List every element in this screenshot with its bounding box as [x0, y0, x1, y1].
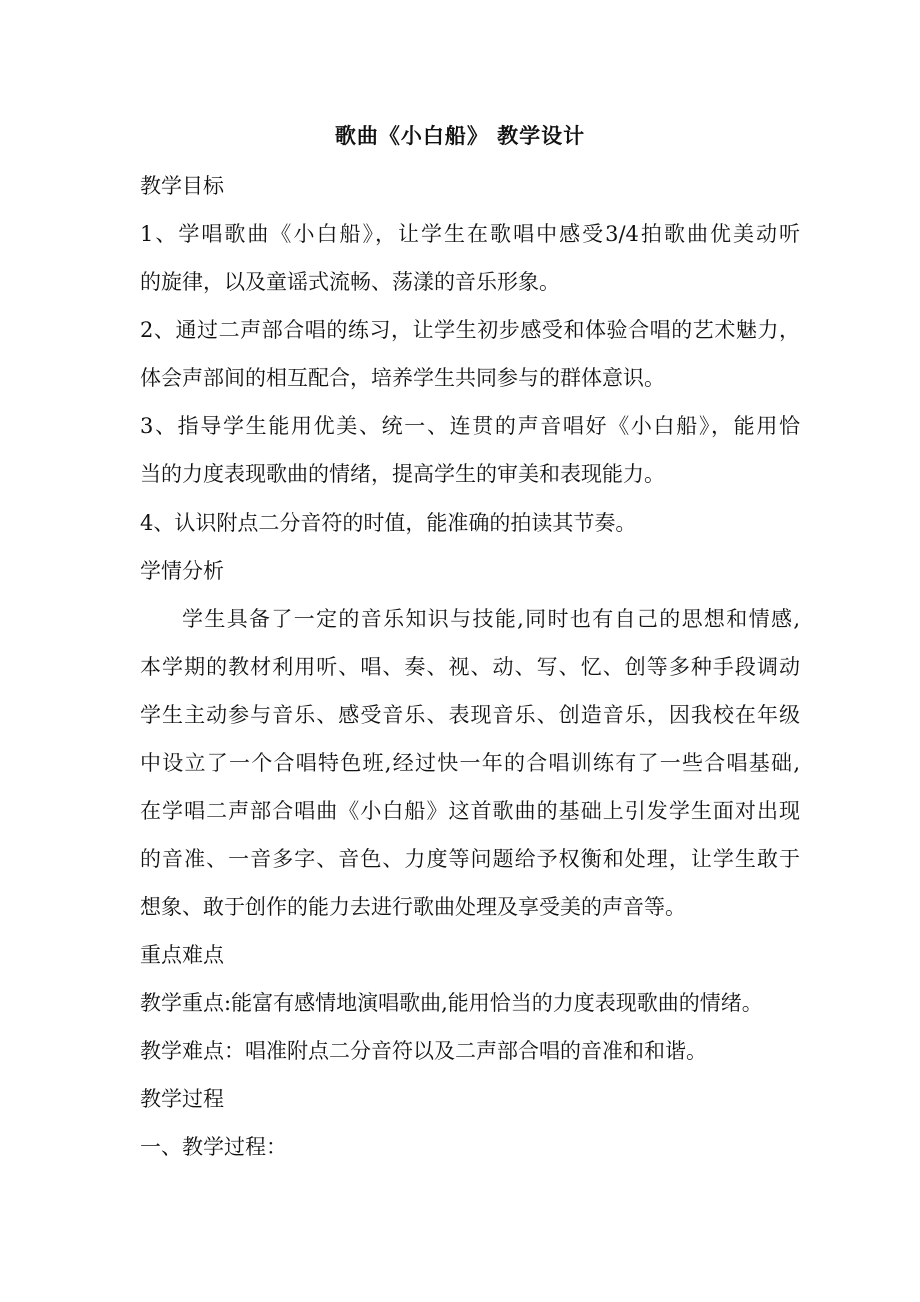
- section-heading-process: 教学过程: [140, 1087, 224, 1111]
- objective-1-line-2: 的旋律，以及童谣式流畅、荡漾的音乐形象。: [140, 270, 560, 294]
- objective-2-line-2: 体会声部间的相互配合，培养学生共同参与的群体意识。: [140, 366, 665, 390]
- objective-1-line-1: 1、学唱歌曲《小白船》，让学生在歌唱中感受3/4拍歌曲优美动听: [140, 222, 800, 246]
- section-heading-objectives: 教学目标: [140, 174, 224, 198]
- analysis-line-1: 学生具备了一定的音乐知识与技能,同时也有自己的思想和情感,: [182, 607, 800, 631]
- objective-4-line-1: 4、认识附点二分音符的时值，能准确的拍读其节奏。: [140, 511, 637, 535]
- analysis-line-6: 的音准、一音多字、音色、力度等问题给予权衡和处理，让学生敢于: [140, 847, 800, 871]
- objective-2-line-1: 2、通过二声部合唱的练习，让学生初步感受和体验合唱的艺术魅力，: [140, 318, 800, 342]
- section-heading-keypoints: 重点难点: [140, 943, 224, 967]
- section-heading-analysis: 学情分析: [140, 559, 224, 583]
- objective-3-line-1: 3、指导学生能用优美、统一、连贯的声音唱好《小白船》，能用恰: [140, 414, 800, 438]
- analysis-line-2: 本学期的教材利用听、唱、奏、视、动、写、忆、创等多种手段调动: [140, 655, 800, 679]
- analysis-line-7: 想象、敢于创作的能力去进行歌曲处理及享受美的声音等。: [140, 895, 686, 919]
- analysis-line-5: 在学唱二声部合唱曲《小白船》这首歌曲的基础上引发学生面对出现: [140, 799, 800, 823]
- analysis-line-3: 学生主动参与音乐、感受音乐、表现音乐、创造音乐，因我校在年级: [140, 703, 800, 727]
- key-point-text: 教学重点:能富有感情地演唱歌曲,能用恰当的力度表现歌曲的情绪。: [140, 991, 763, 1015]
- difficult-point-text: 教学难点：唱准附点二分音符以及二声部合唱的音准和和谐。: [140, 1039, 707, 1063]
- document-title: 歌曲《小白船》 教学设计: [334, 123, 586, 148]
- objective-3-line-2: 当的力度表现歌曲的情绪，提高学生的审美和表现能力。: [140, 462, 665, 486]
- analysis-line-4: 中设立了一个合唱特色班,经过快一年的合唱训练有了一些合唱基础,: [140, 751, 800, 775]
- process-step-1: 一、教学过程：: [140, 1135, 287, 1159]
